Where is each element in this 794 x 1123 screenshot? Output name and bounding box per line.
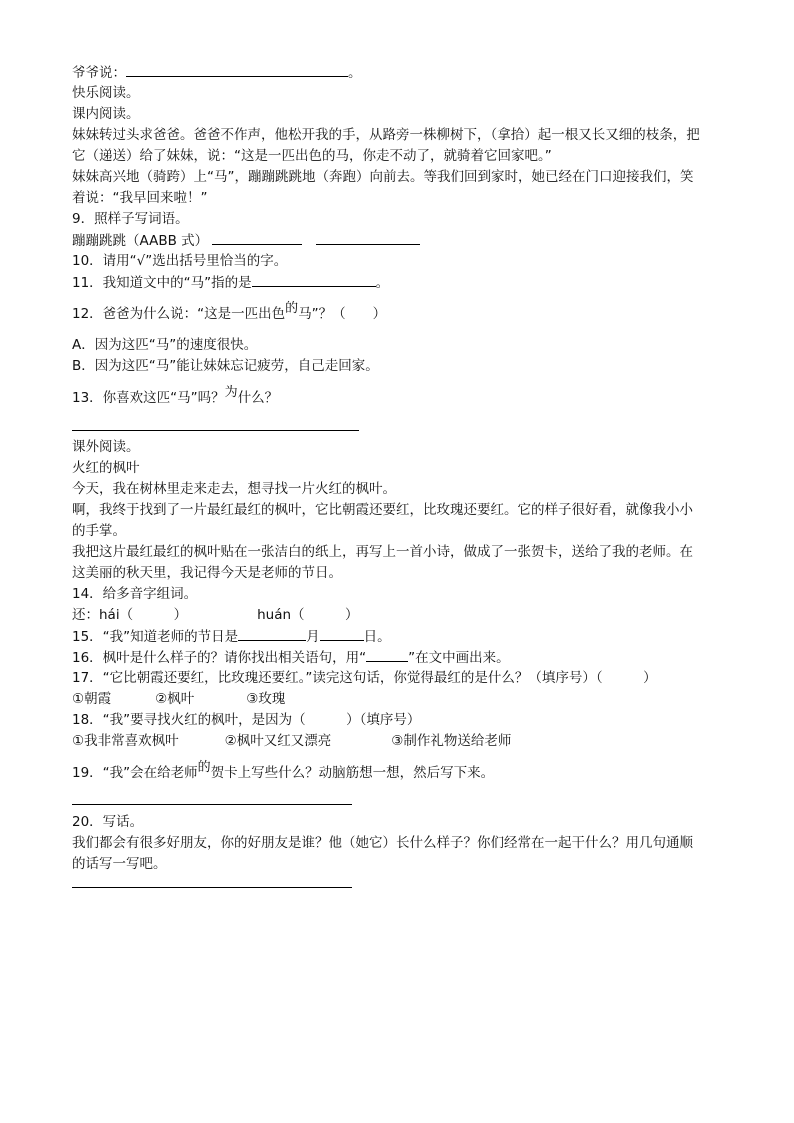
- answer-blank[interactable]: [320, 626, 364, 641]
- question-20-prompt: 我们都会有很多好朋友，你的好朋友是谁？他（她它）长什么样子？你们经常在一起干什么？用几句通顺: [72, 835, 693, 851]
- passage-line: 今天，我在树林里走来走去，想寻找一片火红的枫叶。: [72, 481, 396, 497]
- question-9: 9．照样子写词语。: [72, 211, 189, 227]
- question-16: 16．枫叶是什么样子的？请你找出相关语句，用“ ”在文中画出来。: [72, 647, 510, 668]
- answer-line[interactable]: [72, 804, 352, 805]
- question-14-line: 还：hái（ ） huán（ ）: [72, 607, 359, 623]
- question-15: 15．“我”知道老师的节日是 月 日。: [72, 626, 391, 647]
- section-heading: 课内阅读。: [72, 106, 140, 122]
- question-14: 14．给多音字组词。: [72, 586, 198, 602]
- underline-sample: [366, 647, 408, 662]
- passage-line: 的手掌。: [72, 523, 126, 539]
- answer-blank[interactable]: [238, 626, 306, 641]
- passage-line: 妹妹转过头求爸爸。爸爸不作声，他松开我的手，从路旁一株柳树下，（拿拾）起一根又长又细的枝条，把: [72, 127, 700, 143]
- passage-line: 它（递送）给了妹妹，说：“这是一匹出色的马，你走不动了，就骑着它回家吧。”: [72, 148, 552, 164]
- passage-title: 火红的枫叶: [72, 460, 140, 476]
- passage-line: 这美丽的秋天里，我记得今天是老师的节日。: [72, 565, 342, 581]
- answer-blank[interactable]: [126, 62, 348, 77]
- answer-line[interactable]: [72, 430, 359, 431]
- section-heading: 快乐阅读。: [72, 85, 140, 101]
- question-12: 12．爸爸为什么说：“这是一匹出色的马”？（ ）: [72, 301, 387, 322]
- option-a: A．因为这匹“马”的速度很快。: [72, 337, 258, 353]
- answer-blank[interactable]: [212, 230, 302, 245]
- grandpa-said-line: 爷爷说： 。: [72, 62, 362, 83]
- question-9-line: 蹦蹦跳跳（AABB 式）: [72, 230, 420, 251]
- answer-line[interactable]: [72, 887, 352, 888]
- question-18: 18．“我”要寻找火红的枫叶，是因为（ ）（填序号）: [72, 712, 421, 728]
- question-20: 20．写话。: [72, 814, 144, 830]
- question-20-prompt: 的话写一写吧。: [72, 856, 167, 872]
- option-b: B．因为这匹“马”能让妹妹忘记疲劳，自己走回家。: [72, 358, 379, 374]
- question-13: 13．你喜欢这匹“马”吗？为什么？: [72, 385, 279, 406]
- section-heading: 课外阅读。: [72, 439, 140, 455]
- passage-line: 啊，我终于找到了一片最红最红的枫叶，它比朝霞还要红，比玫瑰还要红。它的样子很好看，就像我小小: [72, 502, 693, 518]
- question-17: 17．“它比朝霞还要红，比玫瑰还要红。”读完这句话，你觉得最红的是什么？（填序号）（ ）: [72, 670, 657, 686]
- question-18-options: ①我非常喜欢枫叶 ②枫叶又红又漂亮 ③制作礼物送给老师: [72, 733, 512, 749]
- question-11: 11．我知道文中的“马”指的是 。: [72, 272, 389, 293]
- answer-blank[interactable]: [252, 272, 376, 287]
- answer-blank[interactable]: [316, 230, 420, 245]
- passage-line: 妹妹高兴地（骑跨）上“马”，蹦蹦跳跳地（奔跑）向前去。等我们回到家时，她已经在门口迎接我们，笑: [72, 169, 694, 185]
- question-10: 10．请用“√”选出括号里恰当的字。: [72, 253, 288, 269]
- passage-line: 我把这片最红最红的枫叶贴在一张洁白的纸上，再写上一首小诗，做成了一张贺卡，送给了我的老师。在: [72, 544, 693, 560]
- question-17-options: ①朝霞 ②枫叶 ③玫瑰: [72, 691, 286, 707]
- question-19: 19．“我”会在给老师的贺卡上写些什么？动脑筋想一想，然后写下来。: [72, 760, 495, 781]
- passage-line: 着说：“我早回来啦！”: [72, 190, 208, 206]
